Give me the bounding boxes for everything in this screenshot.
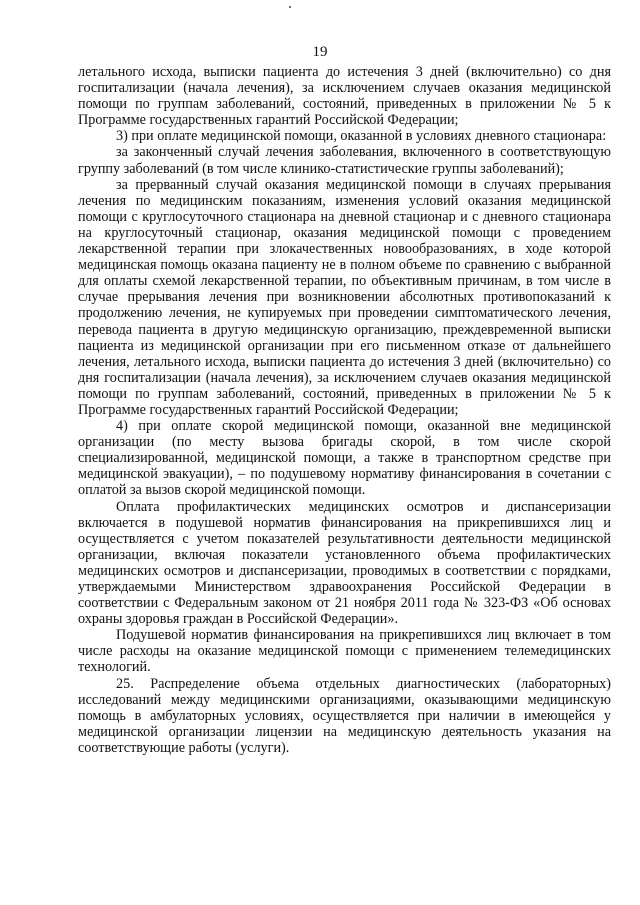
paragraph-5: 4) при оплате скорой медицинской помощи, оказанной вне медицинской организации (по месту вызова бригады скорой, в том числе скорой специализированной, медицинской помощи, а также в транспортном средстве при медицинской эвакуации), – по подушевому нормативу финансирования в сочетании с оплатой за вызов скорой медицинской помощи.: [78, 418, 611, 499]
paragraph-2: 3) при оплате медицинской помощи, оказанной в условиях дневного стационара:: [116, 128, 607, 145]
paragraph-7: Подушевой норматив финансирования на прикрепившихся лиц включает в том числе расходы на оказание медицинской помощи с применением телемедицинских технологий.: [78, 627, 611, 676]
paragraph-6: Оплата профилактических медицинских осмотров и диспансеризации включается в подушевой норматив финансирования на прикрепившихся лиц и осуществляется с учетом показателей результативности деятельности медицинской организации, включая показатели установленного объема профилактических медицинских осмотров и диспансеризации, проводимых в соответствии с порядками, утверждаемыми Министерством здравоохранения Российской Федерации в соответствии с Федеральным законом от 21 ноября 2011 года № 323-ФЗ «Об основах охраны здоровья граждан в Российской Федерации».: [78, 498, 611, 628]
page-number: 19: [312, 44, 328, 60]
paragraph-1: летального исхода, выписки пациента до истечения 3 дней (включительно) со дня госпитализации (начала лечения), за исключением случаев оказания медицинской помощи по группам заболеваний, состояний, приведенных в приложении № 5 к Программе государственных гарантий Российской Федерации;: [78, 64, 611, 129]
paragraph-8: 25. Распределение объема отдельных диагностических (лабораторных) исследований между медицинскими организациями, оказывающими медицинскую помощь в амбулаторных условиях, осуществляется при наличии в имеющейся у медицинской организации лицензии на медицинскую деятельность указания на соответствующие работы (услуги).: [78, 675, 611, 756]
paragraph-4: за прерванный случай оказания медицинской помощи в случаях прерывания лечения по медицинским показаниям, изменения условий оказания медицинской помощи с круглосуточного стационара на дневной стационар и с дневного стационара на круглосуточный стационар, оказания медицинской помощи с проведением лекарственной терапии при злокачественных новообразованиях, в ходе которой медицинская помощь оказана пациенту не в полном объеме по сравнению с выбранной для оплаты схемой лекарственной терапии, по объективным причинам, в том числе в случае прерывания лечения при возникновении абсолютных противопоказаний к продолжению лечения, не купируемых при проведении симптоматического лечения, перевода пациента в другую медицинскую организацию, преждевременной выписки пациента из медицинской организации при его письменном отказе от дальнейшего лечения, летального исхода, выписки пациента до истечения 3 дней (включительно) со дня госпитализации (начала лечения), за исключением случаев оказания медицинской помощи по группам заболеваний, состояний, приведенных в приложении № 5 к Программе государственных гарантий Российской Федерации;: [78, 176, 611, 418]
paragraph-3: за законченный случай лечения заболевания, включенного в соответствующую группу заболеваний (в том числе клинико-статистические группы заболеваний);: [78, 144, 611, 177]
scan-speck: [289, 6, 291, 8]
document-body: [78, 64, 611, 756]
